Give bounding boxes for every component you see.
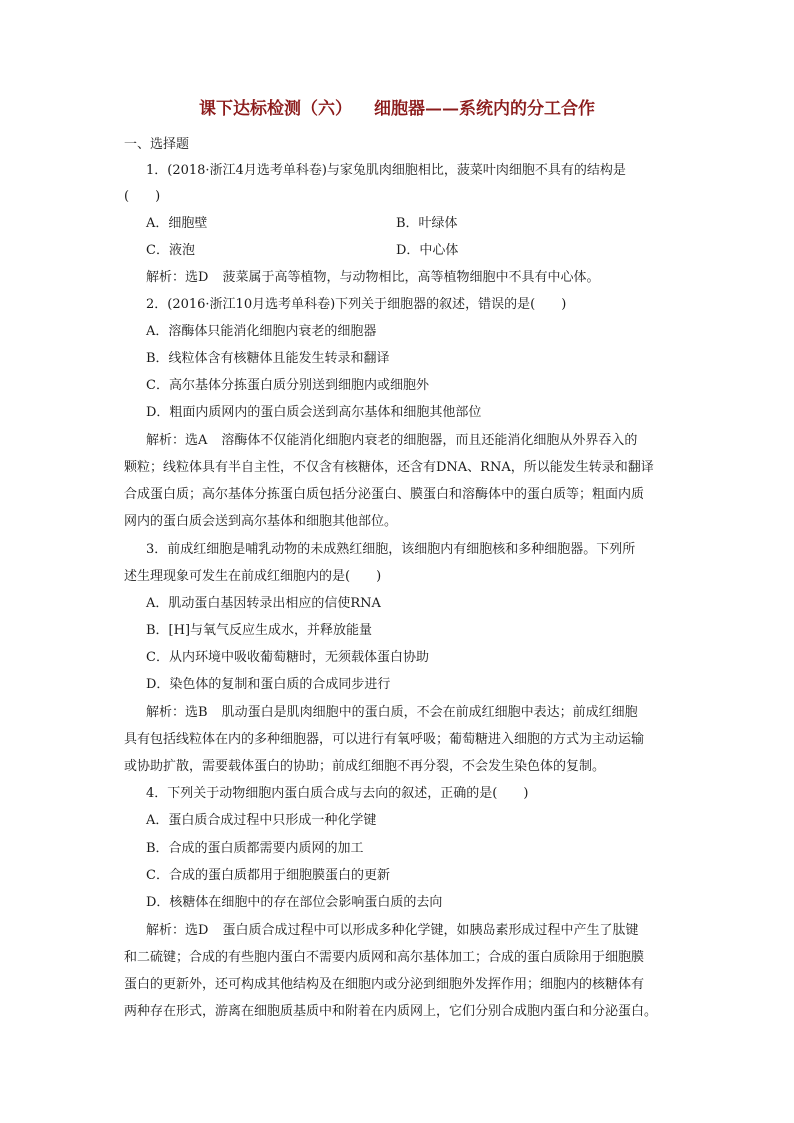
title-right: 细胞器——系统内的分工合作 xyxy=(374,99,595,119)
q2-answer-tag: 解析：选A xyxy=(146,433,208,448)
q1-option-c: C．液泡 xyxy=(146,243,195,258)
q2-stem: 2．(2016·浙江10月选考单科卷)下列关于细胞器的叙述，错误的是( ) xyxy=(146,297,567,312)
q3-option-b: B．[H]与氧气反应生成水，并释放能量 xyxy=(146,623,373,638)
q2-analysis xyxy=(146,432,637,450)
q4-option-a: A．蛋白质合成过程中只形成一种化学键 xyxy=(146,813,377,828)
q2-option-c: C．高尔基体分拣蛋白质分别送到细胞内或细胞外 xyxy=(146,378,429,393)
q3-option-c: C．从内环境中吸收葡萄糖时，无须载体蛋白协助 xyxy=(146,650,429,665)
q3-stem: 3．前成红细胞是哺乳动物的未成熟红细胞，该细胞内有细胞核和多种细胞器。下列所 xyxy=(146,542,636,557)
q2-analysis-line4: 网内的蛋白质会送到高尔基体和细胞其他部位。 xyxy=(124,514,398,529)
q3-analysis xyxy=(146,704,638,722)
q3-stem-cont: 述生理现象可发生在前成红细胞内的是( ) xyxy=(124,569,382,584)
q3-analysis-line1: 肌动蛋白是肌肉细胞中的蛋白质，不会在前成红细胞中表达；前成红细胞 xyxy=(221,705,638,720)
title-left: 课下达标检测（六） xyxy=(199,99,352,119)
page-title xyxy=(0,94,794,119)
q3-answer-tag: 解析：选B xyxy=(146,705,208,720)
q4-analysis xyxy=(146,922,638,940)
q4-analysis-line2: 和二硫键；合成的有些胞内蛋白不需要内质网和高尔基体加工；合成的蛋白质除用于细胞膜 xyxy=(124,950,645,965)
q2-analysis-line1: 溶酶体不仅能消化细胞内衰老的细胞器，而且还能消化细胞从外界吞入的 xyxy=(221,433,638,448)
q1-stem: 1．(2018·浙江4月选考单科卷)与家兔肌肉细胞相比，菠菜叶肉细胞不具有的结构是 xyxy=(146,163,626,178)
q2-option-b: B．线粒体含有核糖体且能发生转录和翻译 xyxy=(146,351,390,366)
q2-option-d: D．粗面内质网内的蛋白质会送到高尔基体和细胞其他部位 xyxy=(146,405,482,420)
q4-option-b: B．合成的蛋白质都需要内质网的加工 xyxy=(146,841,364,856)
q3-option-d: D．染色体的复制和蛋白质的合成同步进行 xyxy=(146,677,391,692)
q4-analysis-line4: 两种存在形式，游离在细胞质基质中和附着在内质网上，它们分别合成胞内蛋白和分泌蛋白。 xyxy=(124,1004,658,1019)
q4-option-d: D．核糖体在细胞中的存在部位会影响蛋白质的去向 xyxy=(146,895,443,910)
q3-analysis-line2: 具有包括线粒体在内的多种细胞器，可以进行有氧呼吸；葡萄糖进入细胞的方式为主动运输 xyxy=(124,732,645,747)
q1-analysis xyxy=(146,269,599,287)
q1-option-b: B．叶绿体 xyxy=(396,216,458,231)
q1-option-d: D．中心体 xyxy=(396,243,459,258)
q1-analysis-text: 菠菜属于高等植物，与动物相比，高等植物细胞中不具有中心体。 xyxy=(222,270,600,285)
q3-option-a: A．肌动蛋白基因转录出相应的信使RNA xyxy=(146,596,381,611)
q4-analysis-line3: 蛋白的更新外，还可构成其他结构及在细胞内或分泌到细胞外发挥作用；细胞内的核糖体有 xyxy=(124,977,645,992)
q2-analysis-line2: 颗粒；线粒体具有半自主性，不仅含有核糖体，还含有DNA、RNA，所以能发生转录和翻译 xyxy=(124,460,654,475)
q2-analysis-line3: 合成蛋白质；高尔基体分拣蛋白质包括分泌蛋白、膜蛋白和溶酶体中的蛋白质等；粗面内质 xyxy=(124,487,645,502)
section-heading: 一、选择题 xyxy=(124,137,190,152)
q1-stem-cont: ( ) xyxy=(124,189,161,204)
q3-analysis-line3: 或协助扩散，需要载体蛋白的协助；前成红细胞不再分裂，不会发生染色体的复制。 xyxy=(124,759,606,774)
q4-stem: 4．下列关于动物细胞内蛋白质合成与去向的叙述，正确的是( ) xyxy=(146,786,529,801)
q4-analysis-line1: 蛋白质合成过程中可以形成多种化学键，如胰岛素形成过程中产生了肽键 xyxy=(222,923,639,938)
q4-answer-tag: 解析：选D xyxy=(146,923,209,938)
q1-option-a: A．细胞壁 xyxy=(146,216,208,231)
q2-option-a: A．溶酶体只能消化细胞内衰老的细胞器 xyxy=(146,324,377,339)
q1-answer-tag: 解析：选D xyxy=(146,270,209,285)
q4-option-c: C．合成的蛋白质都用于细胞膜蛋白的更新 xyxy=(146,868,390,883)
